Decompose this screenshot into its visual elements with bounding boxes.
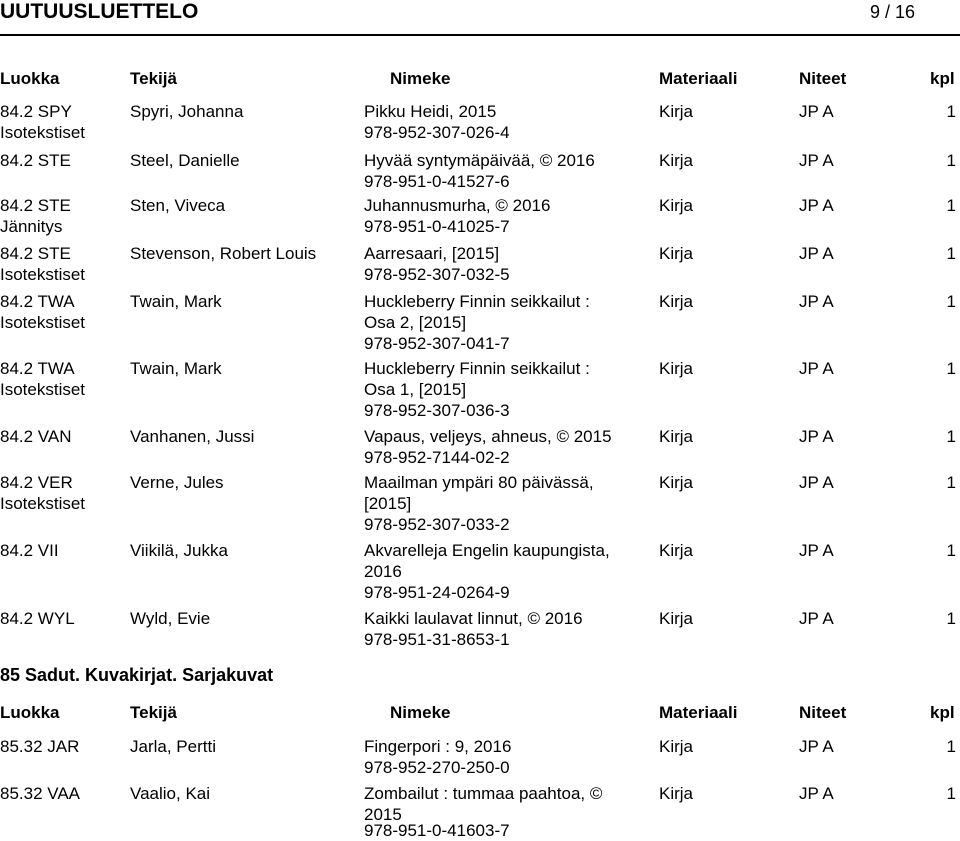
row-nimeke-line: Zombailut : tummaa paahtoa, © <box>364 784 603 803</box>
row-luokka: 85.32 JAR <box>0 737 80 756</box>
row-niteet: JP A <box>799 359 834 378</box>
row-luokka-subclass: Isotekstiset <box>0 494 86 513</box>
row-niteet: JP A <box>799 102 834 121</box>
page-title: UUTUUSLUETTELO <box>0 0 199 23</box>
row-materiaali: Kirja <box>659 292 694 311</box>
row-kpl: 1 <box>946 196 956 215</box>
row-nimeke-line: Juhannusmurha, © 2016 <box>364 196 551 215</box>
row-niteet: JP A <box>799 196 834 215</box>
row-luokka-subclass: Jännitys <box>0 217 63 236</box>
row-luokka: 84.2 STE <box>0 196 71 215</box>
row-kpl: 1 <box>946 244 956 263</box>
row-isbn: 978-952-7144-02-2 <box>364 448 510 467</box>
row-tekija: Jarla, Pertti <box>130 737 216 756</box>
row-niteet: JP A <box>799 427 834 446</box>
row-nimeke-line: Maailman ympäri 80 päivässä, <box>364 473 594 492</box>
row-luokka-subclass: Isotekstiset <box>0 313 86 332</box>
column-header-nimeke: Nimeke <box>390 69 451 88</box>
column-header-niteet: Niteet <box>799 69 847 88</box>
row-luokka-subclass: Isotekstiset <box>0 123 86 142</box>
row-tekija: Twain, Mark <box>130 292 222 311</box>
column-header-kpl: kpl <box>930 703 955 722</box>
row-tekija: Wyld, Evie <box>130 609 211 628</box>
row-nimeke-line: [2015] <box>364 494 412 513</box>
column-header-tekija: Tekijä <box>130 703 177 722</box>
column-header-luokka: Luokka <box>0 703 60 722</box>
row-materiaali: Kirja <box>659 473 694 492</box>
row-niteet: JP A <box>799 473 834 492</box>
row-nimeke-line: Huckleberry Finnin seikkailut : <box>364 359 590 378</box>
row-materiaali: Kirja <box>659 244 694 263</box>
row-luokka: 84.2 STE <box>0 244 71 263</box>
row-luokka: 84.2 SPY <box>0 102 72 121</box>
row-kpl: 1 <box>946 292 956 311</box>
row-luokka: 84.2 WYL <box>0 609 75 628</box>
row-tekija: Vaalio, Kai <box>130 784 211 803</box>
row-luokka-subclass: Isotekstiset <box>0 265 86 284</box>
row-kpl: 1 <box>946 359 956 378</box>
row-nimeke-line: Akvarelleja Engelin kaupungista, <box>364 541 610 560</box>
row-nimeke-line: Osa 1, [2015] <box>364 380 467 399</box>
row-luokka: 84.2 TWA <box>0 292 75 311</box>
row-tekija: Sten, Viveca <box>130 196 226 215</box>
row-luokka: 84.2 TWA <box>0 359 75 378</box>
row-nimeke-line: Hyvää syntymäpäivää, © 2016 <box>364 151 595 170</box>
column-header-materiaali: Materiaali <box>659 69 738 88</box>
row-materiaali: Kirja <box>659 541 694 560</box>
column-header-kpl: kpl <box>930 69 955 88</box>
row-niteet: JP A <box>799 244 834 263</box>
column-header-niteet: Niteet <box>799 703 847 722</box>
row-niteet: JP A <box>799 541 834 560</box>
section-heading: 85 Sadut. Kuvakirjat. Sarjakuvat <box>0 665 274 685</box>
row-niteet: JP A <box>799 609 834 628</box>
row-isbn: 978-952-307-036-3 <box>364 401 510 420</box>
header-rule <box>0 34 960 36</box>
row-tekija: Twain, Mark <box>130 359 222 378</box>
row-tekija: Viikilä, Jukka <box>130 541 228 560</box>
row-niteet: JP A <box>799 784 834 803</box>
column-header-materiaali: Materiaali <box>659 703 738 722</box>
row-materiaali: Kirja <box>659 102 694 121</box>
row-luokka-subclass: Isotekstiset <box>0 380 86 399</box>
row-isbn: 978-951-31-8653-1 <box>364 630 510 649</box>
row-materiaali: Kirja <box>659 609 694 628</box>
row-kpl: 1 <box>946 102 956 121</box>
row-kpl: 1 <box>946 427 956 446</box>
row-luokka: 84.2 STE <box>0 151 71 170</box>
row-niteet: JP A <box>799 151 834 170</box>
row-tekija: Stevenson, Robert Louis <box>130 244 317 263</box>
page-number: 9 / 16 <box>870 2 916 22</box>
row-luokka: 84.2 VII <box>0 541 59 560</box>
row-isbn: 978-952-307-032-5 <box>364 265 510 284</box>
row-kpl: 1 <box>946 151 956 170</box>
row-nimeke-line: Kaikki laulavat linnut, © 2016 <box>364 609 583 628</box>
row-isbn: 978-952-270-250-0 <box>364 758 510 777</box>
row-kpl: 1 <box>946 473 956 492</box>
row-materiaali: Kirja <box>659 427 694 446</box>
row-kpl: 1 <box>946 541 956 560</box>
row-nimeke-line: Fingerpori : 9, 2016 <box>364 737 512 756</box>
row-tekija: Verne, Jules <box>130 473 224 492</box>
row-nimeke-line: 2015 <box>364 805 402 824</box>
row-kpl: 1 <box>946 737 956 756</box>
row-isbn: 978-952-307-033-2 <box>364 515 510 534</box>
row-tekija: Vanhanen, Jussi <box>130 427 255 446</box>
row-isbn: 978-952-307-026-4 <box>364 123 510 142</box>
row-materiaali: Kirja <box>659 196 694 215</box>
row-nimeke-line: 2016 <box>364 562 402 581</box>
row-luokka: 84.2 VAN <box>0 427 72 446</box>
row-nimeke-line: Osa 2, [2015] <box>364 313 467 332</box>
column-header-luokka: Luokka <box>0 69 60 88</box>
row-materiaali: Kirja <box>659 151 694 170</box>
row-isbn: 978-951-0-41527-6 <box>364 172 510 191</box>
row-nimeke-line: Aarresaari, [2015] <box>364 244 500 263</box>
row-nimeke-line: Vapaus, veljeys, ahneus, © 2015 <box>364 427 612 446</box>
row-luokka: 84.2 VER <box>0 473 73 492</box>
row-nimeke-line: Huckleberry Finnin seikkailut : <box>364 292 590 311</box>
row-niteet: JP A <box>799 737 834 756</box>
row-materiaali: Kirja <box>659 737 694 756</box>
row-tekija: Steel, Danielle <box>130 151 240 170</box>
row-kpl: 1 <box>946 784 956 803</box>
row-kpl: 1 <box>946 609 956 628</box>
row-isbn: 978-951-0-41025-7 <box>364 217 510 236</box>
row-isbn: 978-951-0-41603-7 <box>364 821 510 840</box>
column-header-nimeke: Nimeke <box>390 703 451 722</box>
row-materiaali: Kirja <box>659 784 694 803</box>
row-nimeke-line: Pikku Heidi, 2015 <box>364 102 497 121</box>
row-isbn: 978-952-307-041-7 <box>364 334 510 353</box>
row-isbn: 978-951-24-0264-9 <box>364 583 510 602</box>
row-materiaali: Kirja <box>659 359 694 378</box>
column-header-tekija: Tekijä <box>130 69 177 88</box>
row-niteet: JP A <box>799 292 834 311</box>
row-tekija: Spyri, Johanna <box>130 102 244 121</box>
row-luokka: 85.32 VAA <box>0 784 81 803</box>
